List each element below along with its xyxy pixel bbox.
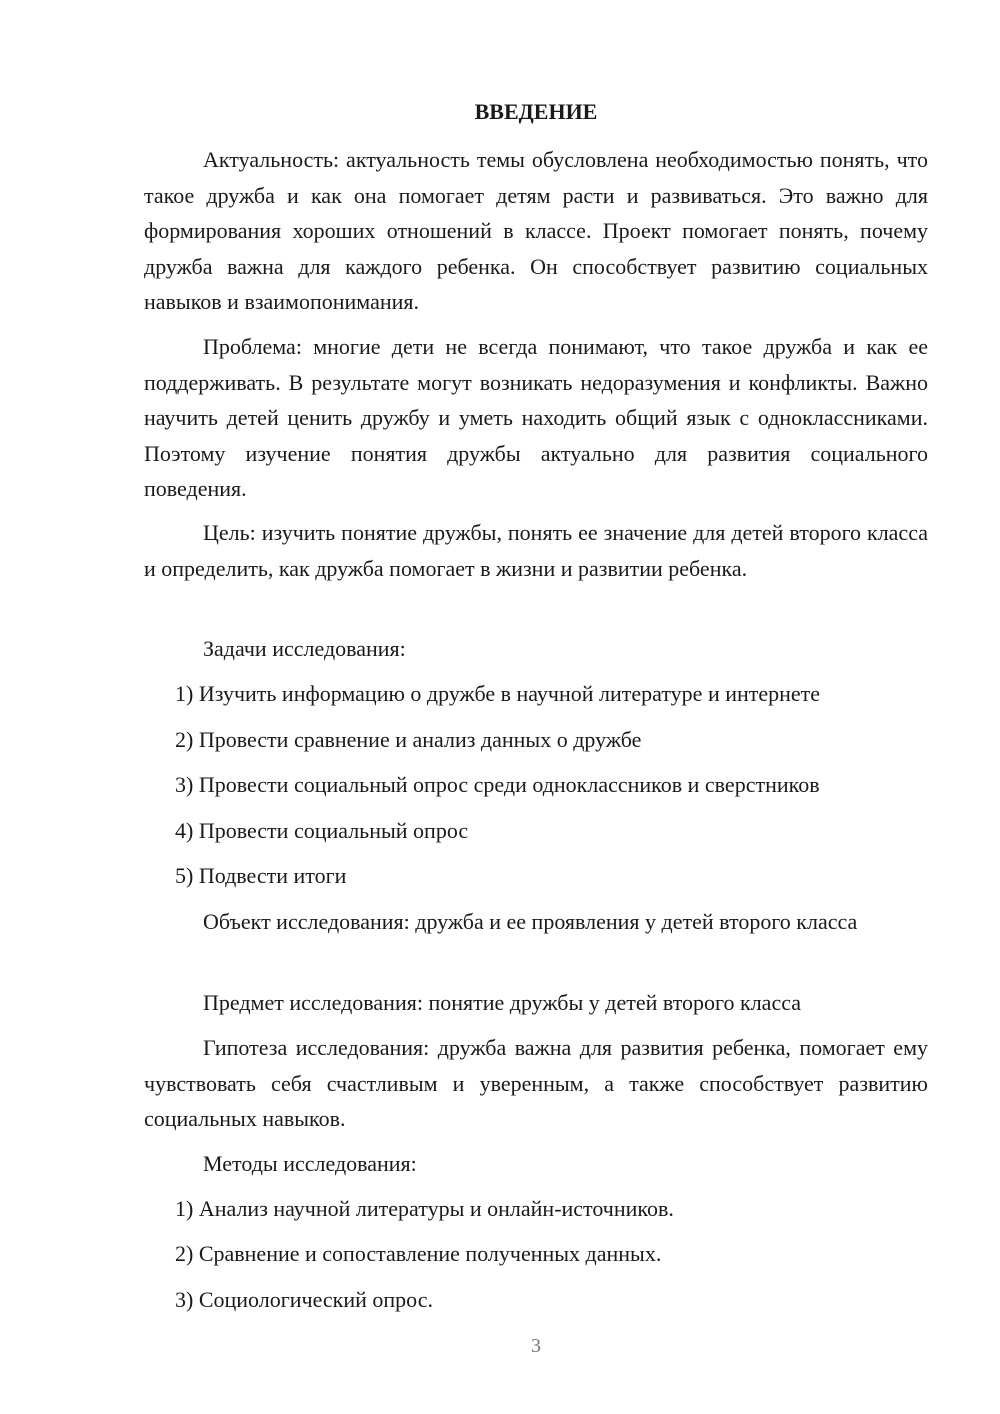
task-item-2: 2) Провести сравнение и анализ данных о дружбе (175, 727, 642, 752)
method-item-3: 3) Социологический опрос. (175, 1287, 433, 1312)
task-item-3: 3) Провести социальный опрос среди одноклассников и сверстников (175, 772, 820, 797)
hypothesis-paragraph: Гипотеза исследования: дружба важна для развития ребенка, помогает ему чувствовать себя счастливым и уверенным, а также способствует развитию социальных навыков. (144, 1035, 928, 1131)
method-item-2: 2) Сравнение и сопоставление полученных данных. (175, 1241, 662, 1266)
goal-paragraph: Цель: изучить понятие дружбы, понять ее значение для детей второго класса и определить, как дружба помогает в жизни и развитии ребенка. (144, 520, 928, 581)
relevance-paragraph: Актуальность: актуальность темы обусловлена необходимостью понять, что такое дружба и как она помогает детям расти и развиваться. Это важно для формирования хороших отношений в классе. Проект помогает понять, почему дружба важна для каждого ребенка. Он способствует развитию социальных навыков и взаимопонимания. (144, 147, 928, 314)
page-title: ВВЕДЕНИЕ (474, 99, 598, 124)
tasks-heading: Задачи исследования: (203, 636, 406, 661)
task-item-1: 1) Изучить информацию о дружбе в научной литературе и интернете (175, 681, 821, 706)
subject-paragraph: Предмет исследования: понятие дружбы у детей второго класса (203, 990, 802, 1015)
object-paragraph: Объект исследования: дружба и ее проявления у детей второго класса (203, 909, 858, 934)
problem-paragraph: Проблема: многие дети не всегда понимают, что такое дружба и как ее поддерживать. В результате могут возникать недоразумения и конфликты. Важно научить детей ценить дружбу и уметь находить общий язык с одноклассниками. Поэтому изучение понятия дружбы актуально для развития социального поведения. (144, 334, 928, 501)
methods-heading: Методы исследования: (203, 1151, 417, 1176)
task-item-4: 4) Провести социальный опрос (175, 818, 469, 843)
method-item-1: 1) Анализ научной литературы и онлайн-источников. (175, 1196, 674, 1221)
page-number: 3 (531, 1335, 541, 1357)
task-item-5: 5) Подвести итоги (175, 863, 347, 888)
